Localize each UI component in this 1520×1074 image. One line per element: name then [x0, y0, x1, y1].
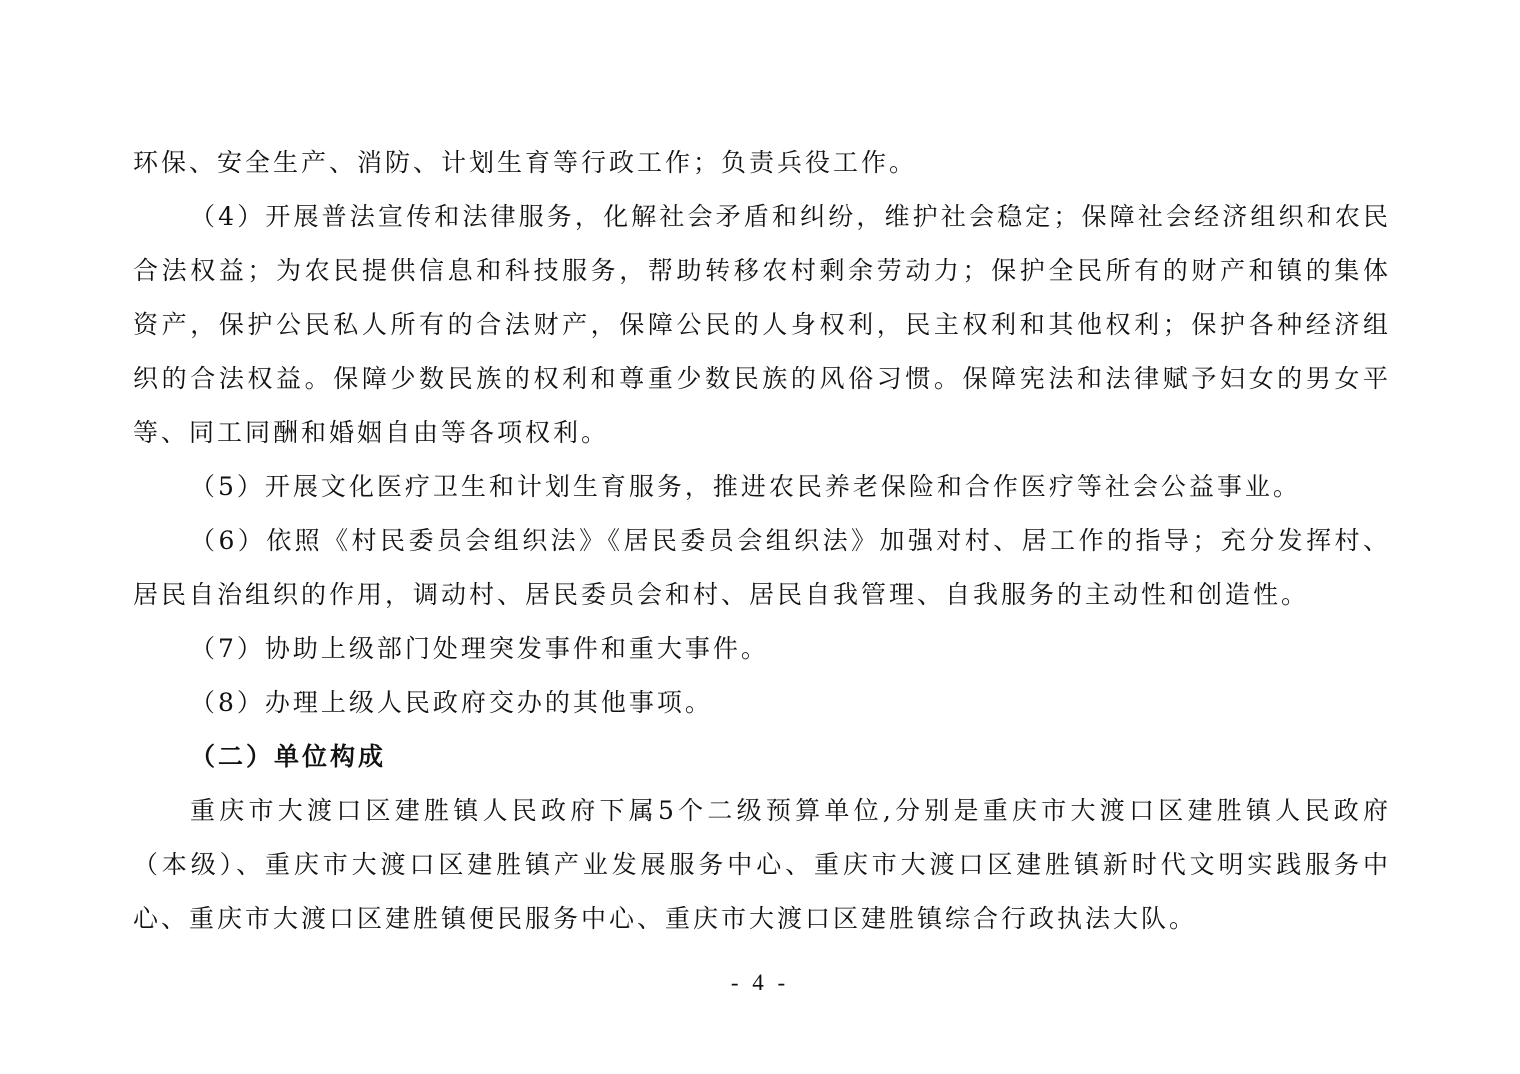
- paragraph-duty-continuation: 环保、安全生产、消防、计划生育等行政工作；负责兵役工作。: [133, 148, 918, 177]
- paragraph-unit-composition: 重庆市大渡口区建胜镇人民政府下属5个二级预算单位,分别是重庆市大渡口区建胜镇人民政府（本级）、重庆市大渡口区建胜镇产业发展服务中心、重庆市大渡口区建胜镇新时代文明实践服务中心、重庆市大渡口区建胜镇便民服务中心、重庆市大渡口区建胜镇综合行政执法大队。: [133, 796, 1391, 933]
- paragraph-duty-5: （5）开展文化医疗卫生和计划生育服务，推进农民养老保险和合作医疗等社会公益事业。: [190, 472, 1301, 501]
- paragraph-duty-6: （6）依照《村民委员会组织法》《居民委员会组织法》加强对村、居工作的指导；充分发挥村、居民自治组织的作用，调动村、居民委员会和村、居民自我管理、自我服务的主动性和创造性。: [133, 526, 1391, 609]
- paragraph-duty-7: （7）协助上级部门处理突发事件和重大事件。: [190, 634, 769, 663]
- document-body: [133, 136, 1391, 946]
- section-heading-unit-composition: （二）单位构成: [190, 742, 387, 771]
- paragraph-duty-8: （8）办理上级人民政府交办的其他事项。: [190, 688, 713, 717]
- paragraph-duty-4: （4）开展普法宣传和法律服务，化解社会矛盾和纠纷，维护社会稳定；保障社会经济组织和农民合法权益；为农民提供信息和科技服务，帮助转移农村剩余劳动力；保护全民所有的财产和镇的集体资产，保护公民私人所有的合法财产，保障公民的人身权利，民主权利和其他权利；保护各种经济组织的合法权益。保障少数民族的权利和尊重少数民族的风俗习惯。保障宪法和法律赋予妇女的男女平等、同工同酬和婚姻自由等各项权利。: [133, 202, 1391, 447]
- page-number: - 4 -: [730, 970, 790, 995]
